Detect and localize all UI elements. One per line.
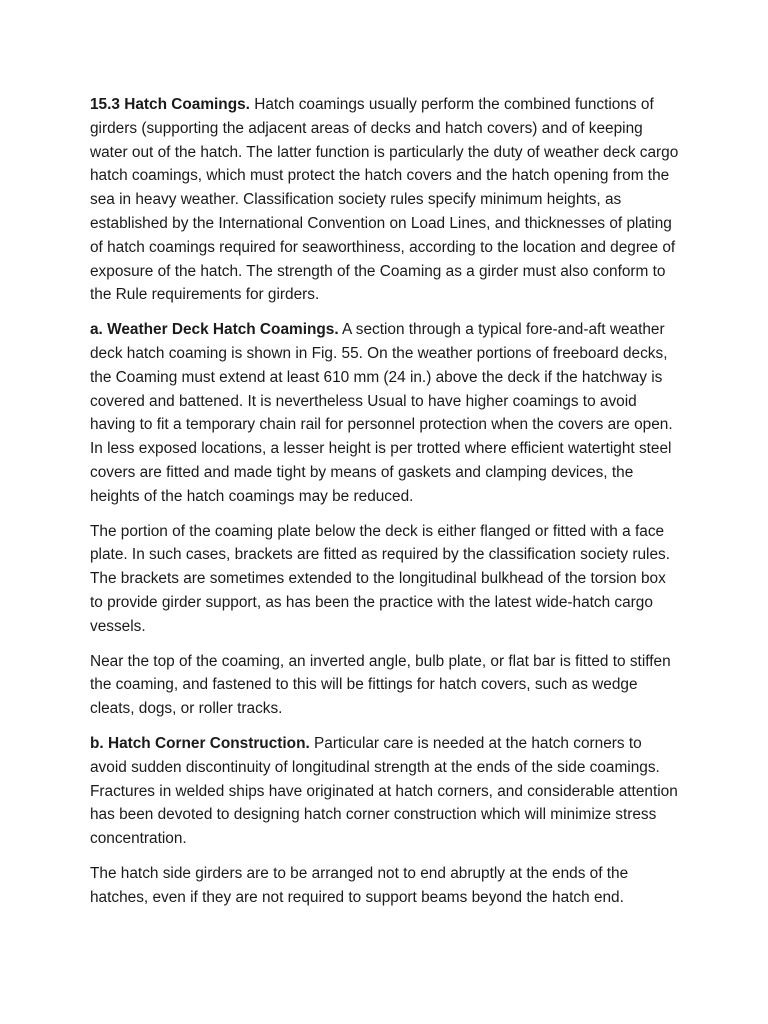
paragraph-text: Particular care is needed at the hatch corners to avoid sudden discontinuity of longitudinal strength at the ends of the side coamings. Fractures in welded ships have originated at hatch corners, and considerable attention has been devoted to designing hatch corner construction which will minimize stress concentration. [90, 734, 678, 848]
paragraph-text: Hatch coamings usually perform the combined functions of girders (supporting the adjacent areas of decks and hatch covers) and of keeping water out of the hatch. The latter function is particularly the duty of weather deck cargo hatch coamings, which must protect the hatch covers and the hatch opening from the sea in heavy weather. Classification society rules specify minimum heights, as established by the International Convention on Load Lines, and thicknesses of plating of hatch coamings required for seaworthiness, according to the location and degree of exposure of the hatch. The strength of the Coaming as a girder must also conform to the Rule requirements for girders. [90, 96, 679, 304]
paragraph-hatch-coamings [90, 93, 680, 307]
paragraph-weather-deck [90, 318, 680, 508]
paragraph-text: Near the top of the coaming, an inverted angle, bulb plate, or flat bar is fitted to stiffen the coaming, and fastened to this will be fittings for hatch covers, such as wedge cleats, dogs, or roller tracks. [90, 652, 671, 718]
section-heading: a. Weather Deck Hatch Coamings. [90, 321, 339, 339]
paragraph-side-girders [90, 862, 680, 910]
paragraph-coaming-plate [90, 520, 680, 639]
paragraph-text: The portion of the coaming plate below the deck is either flanged or fitted with a face plate. In such cases, brackets are fitted as required by the classification society rules. The brackets are sometimes extended to the longitudinal bulkhead of the torsion box to provide girder support, as has been the practice with the latest wide-hatch cargo vessels. [90, 522, 670, 635]
paragraph-text: The hatch side girders are to be arranged not to end abruptly at the ends of the hatches, even if they are not required to support beams beyond the hatch end. [90, 864, 629, 906]
paragraph-coaming-top [90, 650, 680, 721]
section-heading: b. Hatch Corner Construction. [90, 734, 310, 752]
paragraph-hatch-corner [90, 732, 680, 851]
section-heading: 15.3 Hatch Coamings. [90, 96, 250, 113]
document-page [90, 93, 680, 921]
paragraph-text: A section through a typical fore-and-aft weather deck hatch coaming is shown in Fig. 55. On the weather portions of freeboard decks, the Coaming must extend at least 610 mm (24 in.) above the deck if the hatchway is covered and battened. It is nevertheless Usual to have higher coamings to avoid having to fit a temporary chain rail for personnel protection when the covers are open. In less exposed locations, a lesser height is per trotted where efficient watertight steel covers are fitted and made tight by means of gaskets and clamping devices, the heights of the hatch coamings may be reduced. [90, 321, 673, 505]
